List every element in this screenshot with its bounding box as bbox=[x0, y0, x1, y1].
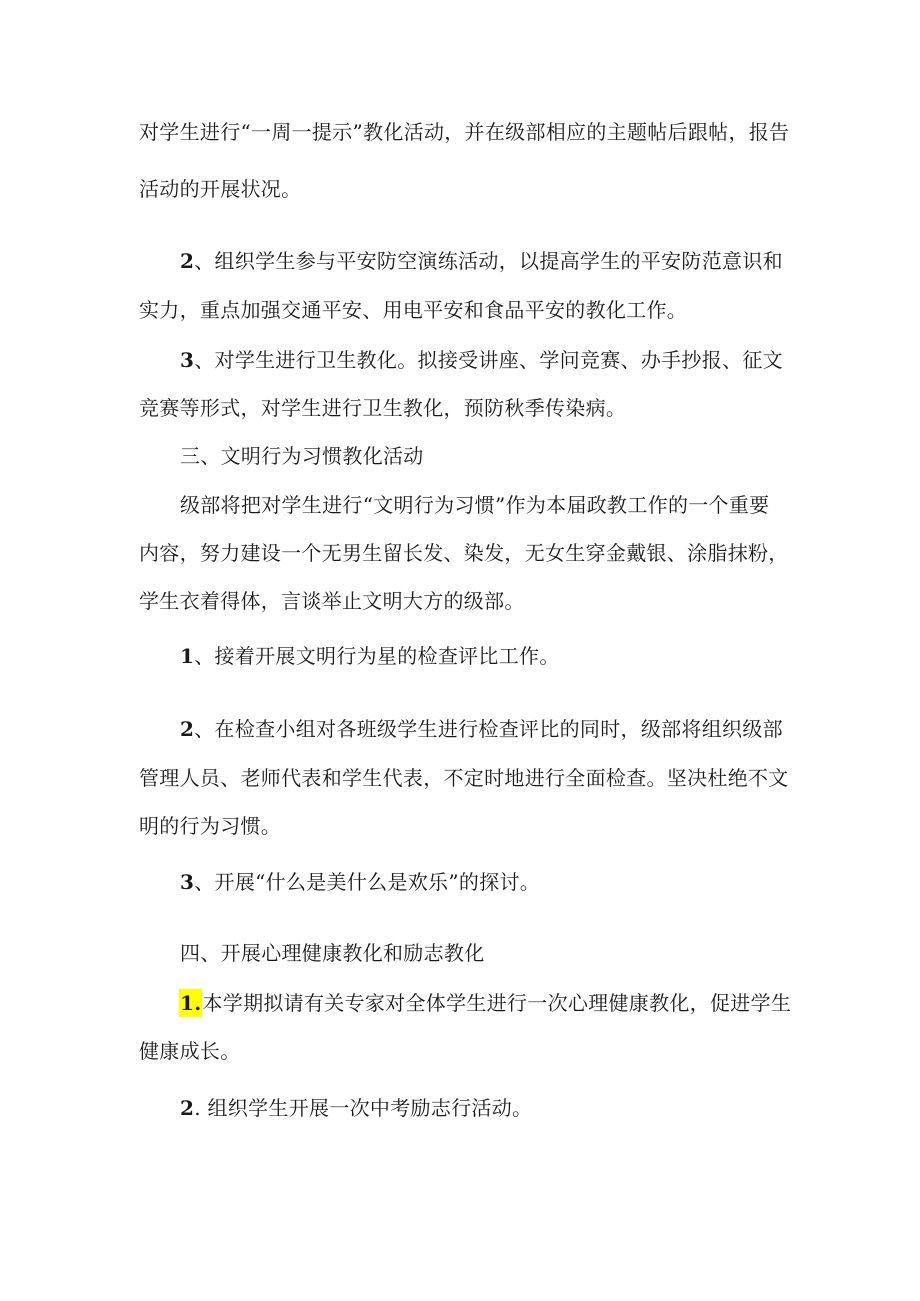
paragraph-4-line-1: 级部将把对学生进行“文明行为习惯”作为本届政教工作的一个重要 bbox=[180, 493, 770, 517]
item-number: 2 bbox=[180, 1096, 195, 1120]
highlighted-item-number: 1. bbox=[180, 991, 202, 1015]
item-text: . 组织学生开展一次中考励志行活动。 bbox=[194, 1096, 533, 1120]
item-text: 本学期拟请有关专家对全体学生进行一次心理健康教化，促进学生 bbox=[202, 991, 792, 1015]
item-text: 、对学生进行卫生教化。拟接受讲座、学问竞赛、办手抄报、征文 bbox=[194, 348, 783, 372]
item-number: 3 bbox=[180, 870, 195, 894]
paragraph-9-line-1 bbox=[180, 1094, 532, 1122]
paragraph-8-line-2: 健康成长。 bbox=[139, 1039, 241, 1063]
item-number: 2 bbox=[180, 249, 195, 273]
item-text: 、组织学生参与平安防空演练活动，以提高学生的平安防范意识和 bbox=[194, 249, 783, 273]
paragraph-3-line-2: 竞赛等形式，对学生进行卫生教化，预防秋季传染病。 bbox=[139, 396, 627, 420]
paragraph-1-line-1: 对学生进行“一周一提示”教化活动，并在级部相应的主题帖后跟帖，报告 bbox=[139, 120, 790, 144]
item-number: 2 bbox=[180, 717, 195, 741]
paragraph-4-line-2: 内容，努力建设一个无男生留长发、染发，无女生穿金戴银、涂脂抹粉， bbox=[139, 541, 789, 565]
paragraph-7-line-1 bbox=[180, 868, 540, 896]
paragraph-4-line-3: 学生衣着得体，言谈举止文明大方的级部。 bbox=[139, 589, 525, 613]
paragraph-1-line-2: 活动的开展状况。 bbox=[139, 177, 302, 201]
paragraph-6-line-2: 管理人员、老师代表和学生代表，不定时地进行全面检查。坚决杜绝不文 bbox=[139, 766, 789, 790]
item-text: 、接着开展文明行为星的检查评比工作。 bbox=[194, 644, 560, 668]
paragraph-6-line-3: 明的行为习惯。 bbox=[139, 814, 282, 838]
paragraph-6-line-1 bbox=[180, 715, 783, 743]
item-number: 3 bbox=[180, 348, 195, 372]
paragraph-2-line-1 bbox=[180, 247, 783, 275]
paragraph-3-line-1 bbox=[180, 346, 783, 374]
section-heading-3: 三、文明行为习惯教化活动 bbox=[180, 444, 424, 468]
paragraph-8-line-1 bbox=[179, 989, 791, 1017]
item-text: 、开展“什么是美什么是欢乐”的探讨。 bbox=[194, 870, 541, 894]
section-heading-4: 四、开展心理健康教化和励志教化 bbox=[180, 941, 485, 965]
paragraph-5-line-1 bbox=[180, 642, 560, 670]
item-number: 1 bbox=[180, 644, 195, 668]
item-text: 、在检查小组对各班级学生进行检查评比的同时，级部将组织级部 bbox=[194, 717, 783, 741]
paragraph-2-line-2: 实力，重点加强交通平安、用电平安和食品平安的教化工作。 bbox=[139, 298, 688, 322]
